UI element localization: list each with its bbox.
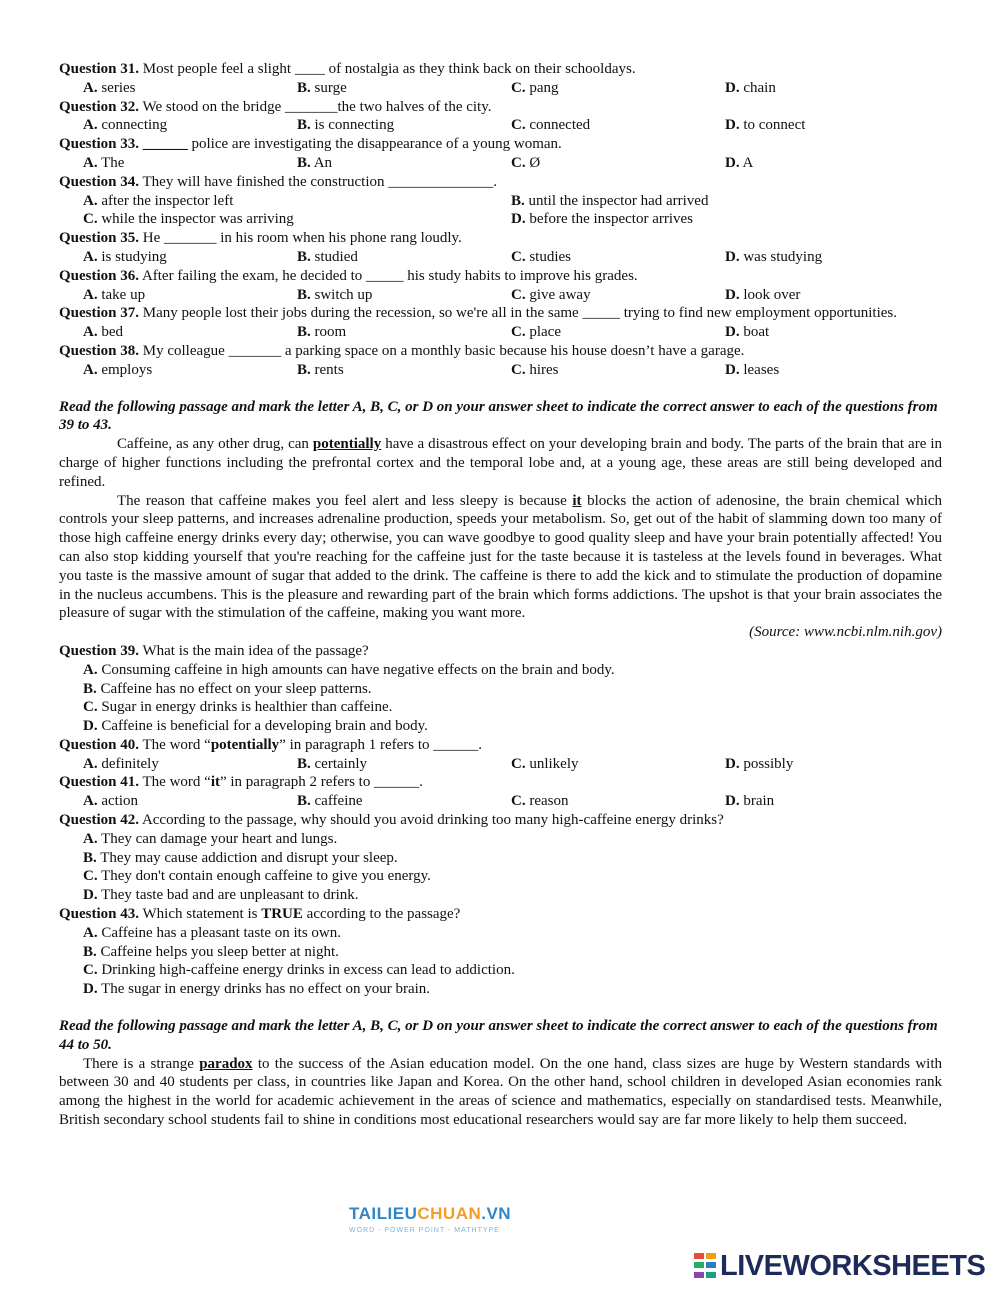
q31-options	[59, 79, 942, 98]
keyword: it	[210, 774, 220, 791]
question-36	[59, 267, 942, 286]
q38-option-c[interactable]: C. hires	[511, 361, 559, 378]
q43-options	[59, 924, 942, 999]
liveworksheets-logo-icon	[694, 1253, 716, 1279]
question-number: Question 32.	[59, 98, 140, 115]
q35-option-d[interactable]: D. was studying	[725, 248, 823, 265]
keyword: potentially	[210, 736, 280, 753]
q34-options	[59, 192, 942, 230]
q33-options	[59, 154, 942, 173]
q36-option-b[interactable]: B. switch up	[297, 286, 373, 303]
q39-option-d[interactable]: D. Caffeine is beneficial for a developing brain and body.	[83, 718, 428, 735]
question-number: Question 41.	[59, 774, 140, 791]
q33-option-b[interactable]: B. An	[297, 154, 333, 171]
q33-option-a[interactable]: A. The	[83, 154, 125, 171]
question-stem: police are investigating the disappearance of a young woman.	[187, 136, 562, 153]
q35-option-c[interactable]: C. studies	[511, 248, 572, 265]
q41-option-d[interactable]: D. brain	[725, 793, 775, 810]
question-number: Question 36.	[59, 267, 140, 284]
q37-option-b[interactable]: B. room	[297, 324, 347, 341]
q39-option-b[interactable]: B. Caffeine has no effect on your sleep patterns.	[83, 680, 372, 697]
q40-option-a[interactable]: A. definitely	[83, 755, 159, 772]
question-number: Question 39.	[59, 642, 140, 659]
question-number: Question 34.	[59, 173, 140, 190]
question-43: Question 43. Which statement is TRUE according to the passage?	[59, 906, 461, 923]
q42-option-d[interactable]: D. They taste bad and are unpleasant to drink.	[83, 887, 359, 904]
q33-option-c[interactable]: C. Ø	[511, 154, 541, 171]
question-32	[59, 98, 942, 117]
q35-options	[59, 248, 942, 267]
q37-option-d[interactable]: D. boat	[725, 324, 770, 341]
q43-option-d[interactable]: D. The sugar in energy drinks has no effect on your brain.	[83, 981, 431, 998]
passage-paragraph-2: The reason that caffeine makes you feel alert and less sleepy is because it blocks the action of adenosine, the brain chemical which controls your sleep patterns, and increases adrenaline production, speeds your metabolism. So, get out of the habit of slamming down too many of those high caffeine energy drinks every day; otherwise, you can wave goodbye to good quality sleep and have your brain potentially affected! You can also stop kidding yourself that you're reaching for the caffeine just for the taste because it is tasteless at the levels found in beverages. What you taste is the massive amount of sugar that added to the drink. The caffeine is there to add the kick and to stimulate the production of dopamine in the nucleus accumbens. This is the pleasure and rewarding part of the brain which forms addictions. The upshot is that your brain associates the pleasure of sugar with the stimulation of the caffeine, making you want more.	[59, 492, 942, 622]
q40-option-d[interactable]: D. possibly	[725, 755, 794, 772]
q43-option-a[interactable]: A. Caffeine has a pleasant taste on its own.	[83, 924, 341, 941]
q32-options	[59, 116, 942, 135]
q38-option-d[interactable]: D. leases	[725, 361, 780, 378]
question-stem: What is the main idea of the passage?	[139, 642, 369, 659]
question-stem: After failing the exam, he decided to _____ his study habits to improve his grades.	[139, 267, 638, 284]
q32-option-d[interactable]: D. to connect	[725, 117, 806, 134]
tailieuchuan-watermark: TAILIEUCHUAN.VN WORD - POWER POINT - MATHTYPE	[349, 1204, 512, 1234]
question-number: Question 31.	[59, 61, 140, 77]
q42-options	[59, 830, 942, 905]
question-41: Question 41. The word “it” in paragraph 2 refers to ______.	[59, 774, 423, 791]
reading-instruction-44-50: Read the following passage and mark the letter A, B, C, or D on your answer sheet to indicate the correct answer to each of the questions from 44 to 50.	[59, 1018, 938, 1053]
question-stem: They will have finished the construction ______________.	[139, 173, 498, 190]
liveworksheets-brand[interactable]	[694, 1249, 986, 1282]
q32-option-b[interactable]: B. is connecting	[297, 117, 395, 134]
q41-option-a[interactable]: A. action	[83, 793, 138, 810]
q34-option-c[interactable]: C. while the inspector was arriving	[83, 211, 294, 228]
answer-blank: ______	[142, 136, 188, 153]
q31-option-c[interactable]: C. pang	[511, 79, 559, 96]
q41-option-c[interactable]: C. reason	[511, 793, 569, 810]
q38-options	[59, 361, 942, 380]
q34-option-d[interactable]: D. before the inspector arrives	[511, 211, 694, 228]
question-34	[59, 173, 942, 192]
q38-option-a[interactable]: A. employs	[83, 361, 153, 378]
q32-option-c[interactable]: C. connected	[511, 117, 591, 134]
q31-option-d[interactable]: D. chain	[725, 79, 776, 96]
question-number: Question 40.	[59, 736, 140, 753]
question-stem: Many people lost their jobs during the recession, so we're all in the same _____ trying to find new employment opportunities.	[139, 305, 897, 322]
passage-paragraph-1: Caffeine, as any other drug, can potentially have a disastrous effect on your developing brain and body. The parts of the brain that are in charge of higher functions including the prefrontal cortex and the temporal lobe and, at a young age, these areas are still being developed and refined.	[59, 436, 942, 490]
keyword-it: it	[572, 492, 582, 509]
question-39	[59, 642, 942, 661]
q33-option-d[interactable]: D. A	[725, 154, 754, 171]
question-40: Question 40. The word “potentially” in paragraph 1 refers to ______.	[59, 736, 483, 753]
q31-option-b[interactable]: B. surge	[297, 79, 347, 96]
question-35	[59, 229, 942, 248]
question-33	[59, 135, 942, 154]
passage-source: (Source: www.ncbi.nlm.nih.gov)	[749, 624, 942, 641]
question-stem: Most people feel a slight ____ of nostalgia as they think back on their schooldays.	[139, 61, 636, 77]
passage-paragraph-3: There is a strange paradox to the success of the Asian education model. On the one hand, class sizes are huge by Western standards with between 30 and 40 students per class, in countries like Japan and Korea. On the other hand, school children in developed Asian economies rank among the highest in the world for academic achievement in the areas of science and mathematics, especially on standardised tests. Meanwhile, British secondary school students fail to shine in conditions most educational researchers would say are far more likely to help them succeed.	[59, 1055, 942, 1129]
q38-option-b[interactable]: B. rents	[297, 361, 344, 378]
question-number: Question 43.	[59, 906, 140, 923]
keyword: TRUE	[261, 906, 303, 923]
q37-option-a[interactable]: A. bed	[83, 324, 124, 341]
question-number: Question 33.	[59, 136, 140, 153]
reading-instruction-39-43: Read the following passage and mark the letter A, B, C, or D on your answer sheet to indicate the correct answer to each of the questions from 39 to 43.	[59, 398, 938, 434]
question-31	[59, 60, 942, 79]
q42-option-c[interactable]: C. They don't contain enough caffeine to give you energy.	[83, 868, 431, 885]
question-number: Question 37.	[59, 305, 140, 322]
q37-options	[59, 323, 942, 342]
question-37	[59, 304, 942, 323]
q42-option-a[interactable]: A. They can damage your heart and lungs.	[83, 830, 338, 847]
question-stem: My colleague _______ a parking space on a monthly basic because his house doesn’t have a garage.	[139, 342, 745, 359]
question-42	[59, 811, 942, 830]
q35-option-b[interactable]: B. studied	[297, 248, 358, 265]
liveworksheets-text: LIVEWORKSHEETS	[720, 1249, 986, 1282]
q42-option-b[interactable]: B. They may cause addiction and disrupt your sleep.	[83, 849, 398, 866]
q40-options	[59, 755, 942, 774]
q34-option-a[interactable]: A. after the inspector left	[83, 192, 234, 209]
worksheet-page	[59, 60, 942, 1130]
question-number: Question 42.	[59, 812, 140, 829]
q40-option-c[interactable]: C. unlikely	[511, 755, 579, 772]
q32-option-a[interactable]: A. connecting	[83, 117, 168, 134]
q36-options	[59, 286, 942, 305]
q39-options	[59, 661, 942, 736]
question-number: Question 35.	[59, 230, 140, 247]
keyword-paradox: paradox	[199, 1055, 253, 1072]
q37-option-c[interactable]: C. place	[511, 324, 561, 341]
q36-option-a[interactable]: A. take up	[83, 286, 146, 303]
q35-option-a[interactable]: A. is studying	[83, 248, 167, 265]
question-stem: We stood on the bridge _______the two halves of the city.	[139, 98, 492, 115]
q39-option-c[interactable]: C. Sugar in energy drinks is healthier than caffeine.	[83, 699, 393, 716]
q36-option-d[interactable]: D. look over	[725, 286, 801, 303]
q41-options	[59, 792, 942, 811]
q43-option-b[interactable]: B. Caffeine helps you sleep better at night.	[83, 943, 339, 960]
question-stem: According to the passage, why should you avoid drinking too many high-caffeine energy drinks?	[139, 812, 724, 829]
q31-option-a[interactable]: A. series	[83, 79, 136, 96]
q36-option-c[interactable]: C. give away	[511, 286, 591, 303]
question-38	[59, 342, 942, 361]
q39-option-a[interactable]: A. Consuming caffeine in high amounts can have negative effects on the brain and body.	[83, 661, 615, 678]
q34-option-b[interactable]: B. until the inspector had arrived	[511, 192, 709, 209]
q40-option-b[interactable]: B. certainly	[297, 755, 367, 772]
question-number: Question 38.	[59, 342, 140, 359]
keyword-potentially: potentially	[312, 436, 382, 453]
q41-option-b[interactable]: B. caffeine	[297, 793, 363, 810]
q43-option-c[interactable]: C. Drinking high-caffeine energy drinks in excess can lead to addiction.	[83, 962, 515, 979]
question-stem: He _______ in his room when his phone rang loudly.	[139, 230, 462, 247]
